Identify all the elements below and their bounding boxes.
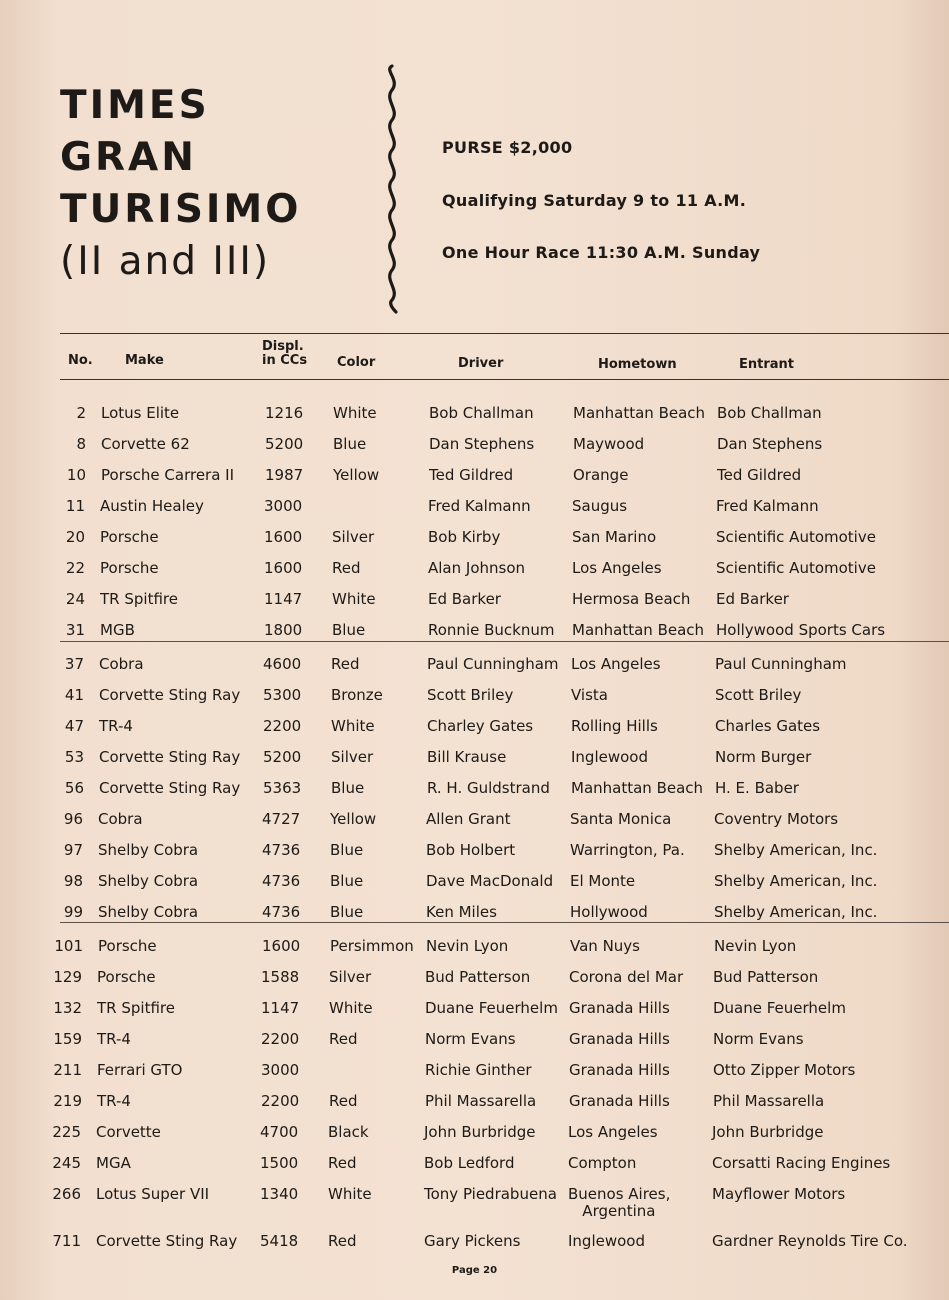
- make-cell: Lotus Super VII: [96, 1185, 210, 1203]
- title-line: GRAN: [60, 135, 197, 180]
- entry-number: 225: [52, 1123, 81, 1141]
- entry-number: 711: [52, 1232, 81, 1250]
- make-cell: Ferrari GTO: [97, 1061, 183, 1079]
- table-row: [0, 924, 949, 955]
- hometown-cell: Los Angeles: [568, 1123, 658, 1141]
- driver-cell: Nevin Lyon: [426, 937, 509, 955]
- entry-number: 37: [64, 655, 84, 673]
- table-row: [0, 1141, 949, 1172]
- make-cell: Corvette Sting Ray: [99, 748, 241, 766]
- make-cell: Corvette Sting Ray: [99, 686, 241, 704]
- driver-cell: Bud Patterson: [425, 968, 531, 986]
- header-displ-line: Displ.: [262, 339, 304, 354]
- hometown-cell: Hermosa Beach: [572, 590, 691, 608]
- make-cell: Porsche: [97, 968, 156, 986]
- header-make: Make: [125, 353, 164, 368]
- qualifying-text: Qualifying Saturday 9 to 11 A.M.: [442, 190, 747, 210]
- color-cell: Blue: [333, 435, 367, 453]
- page-number: Page 20: [451, 1265, 498, 1276]
- entry-number: 22: [65, 559, 85, 577]
- table-row: [0, 1110, 949, 1141]
- table-row: [0, 1079, 949, 1110]
- displacement-cell: 5200: [265, 435, 304, 453]
- entry-number: 129: [53, 968, 82, 986]
- group-divider: [60, 641, 949, 642]
- entry-number: 24: [65, 590, 85, 608]
- race-time-text: One Hour Race 11:30 A.M. Sunday: [442, 243, 761, 262]
- entry-number: 10: [66, 466, 86, 484]
- color-cell: Blue: [332, 621, 366, 639]
- wavy-brace-divider: [378, 64, 418, 314]
- table-row: [0, 828, 949, 859]
- displacement-cell: 5300: [263, 686, 302, 704]
- entrant-cell: Gardner Reynolds Tire Co.: [712, 1232, 908, 1250]
- entry-number: 219: [53, 1092, 82, 1110]
- make-cell: TR-4: [97, 1092, 131, 1110]
- entry-number: 31: [65, 621, 85, 639]
- driver-cell: Bob Kirby: [428, 528, 501, 546]
- entrant-cell: Mayflower Motors: [712, 1185, 846, 1203]
- entrant-cell: Ted Gildred: [717, 466, 802, 484]
- table-row: [0, 546, 949, 577]
- header-entrant: Entrant: [739, 357, 795, 372]
- hometown-cell: Vista: [571, 686, 608, 704]
- header-color: Color: [337, 355, 376, 370]
- hometown-cell: Rolling Hills: [571, 717, 658, 735]
- displacement-cell: 5418: [260, 1232, 299, 1250]
- make-cell: Corvette Sting Ray: [99, 779, 241, 797]
- entrant-cell: Shelby American, Inc.: [714, 872, 878, 890]
- entry-number: 159: [53, 1030, 82, 1048]
- hometown-cell: Granada Hills: [569, 1030, 670, 1048]
- title-line: TIMES: [60, 83, 210, 128]
- displacement-cell: 4600: [263, 655, 302, 673]
- table-row: [0, 422, 949, 453]
- hometown-cell: Orange: [573, 466, 629, 484]
- page-title: [60, 80, 301, 288]
- hometown-cell: Inglewood: [571, 748, 648, 766]
- entrant-cell: Corsatti Racing Engines: [712, 1154, 891, 1172]
- make-cell: Shelby Cobra: [98, 872, 199, 890]
- table-row: [0, 484, 949, 515]
- entrant-cell: Dan Stephens: [717, 435, 823, 453]
- color-cell: White: [333, 404, 377, 422]
- color-cell: Blue: [331, 779, 365, 797]
- header-displ-line: in CCs: [262, 353, 308, 368]
- driver-cell: Phil Massarella: [425, 1092, 537, 1110]
- color-cell: Blue: [330, 841, 364, 859]
- hometown-cell: Buenos Aires, Argentina: [568, 1185, 671, 1220]
- displacement-cell: 4736: [262, 903, 301, 921]
- make-cell: Corvette 62: [101, 435, 190, 453]
- make-cell: Cobra: [99, 655, 144, 673]
- driver-cell: Bob Challman: [429, 404, 534, 422]
- hometown-cell: Los Angeles: [571, 655, 661, 673]
- driver-cell: Allen Grant: [426, 810, 511, 828]
- make-cell: Corvette Sting Ray: [96, 1232, 238, 1250]
- displacement-cell: 1600: [264, 528, 303, 546]
- driver-cell: Duane Feuerhelm: [425, 999, 558, 1017]
- color-cell: Black: [328, 1123, 369, 1141]
- color-cell: Bronze: [331, 686, 383, 704]
- hometown-cell: Granada Hills: [569, 1061, 670, 1079]
- make-cell: TR-4: [99, 717, 133, 735]
- hometown-cell: Granada Hills: [569, 999, 670, 1017]
- color-cell: Silver: [331, 748, 374, 766]
- displacement-cell: 1216: [265, 404, 304, 422]
- entrant-cell: John Burbridge: [712, 1123, 824, 1141]
- hometown-cell: Santa Monica: [570, 810, 672, 828]
- driver-cell: Norm Evans: [425, 1030, 516, 1048]
- entry-number: 266: [52, 1185, 81, 1203]
- header-displ: [262, 340, 307, 368]
- displacement-cell: 5363: [263, 779, 302, 797]
- table-row: [0, 642, 949, 673]
- hometown-cell: Van Nuys: [570, 937, 640, 955]
- color-cell: Red: [329, 1092, 358, 1110]
- driver-cell: Tony Piedrabuena: [424, 1185, 557, 1203]
- table-row: [0, 577, 949, 608]
- displacement-cell: 4727: [262, 810, 301, 828]
- make-cell: MGA: [96, 1154, 131, 1172]
- color-cell: Persimmon: [330, 937, 414, 955]
- entry-number: 101: [54, 937, 83, 955]
- entrant-cell: Nevin Lyon: [714, 937, 797, 955]
- entry-number: 211: [53, 1061, 82, 1079]
- header-no: No.: [68, 353, 93, 368]
- hometown-cell: Granada Hills: [569, 1092, 670, 1110]
- displacement-cell: 3000: [261, 1061, 300, 1079]
- color-cell: Silver: [329, 968, 372, 986]
- group-divider: [60, 922, 949, 923]
- entry-number: 41: [64, 686, 84, 704]
- entry-number: 132: [53, 999, 82, 1017]
- table-row: [0, 704, 949, 735]
- make-cell: Cobra: [98, 810, 143, 828]
- driver-cell: Richie Ginther: [425, 1061, 532, 1079]
- displacement-cell: 1147: [264, 590, 303, 608]
- entry-number: 98: [63, 872, 83, 890]
- hometown-cell: El Monte: [570, 872, 636, 890]
- hometown-cell: Hollywood: [570, 903, 648, 921]
- entry-number: 53: [64, 748, 84, 766]
- entrant-cell: Shelby American, Inc.: [714, 903, 878, 921]
- color-cell: Red: [328, 1154, 357, 1172]
- entry-number: 245: [52, 1154, 81, 1172]
- make-cell: Porsche: [98, 937, 157, 955]
- driver-cell: Bob Holbert: [426, 841, 516, 859]
- make-cell: TR Spitfire: [97, 999, 175, 1017]
- displacement-cell: 1987: [265, 466, 304, 484]
- hometown-cell: Manhattan Beach: [573, 404, 706, 422]
- displacement-cell: 1800: [264, 621, 303, 639]
- title-line: (II and III): [60, 239, 271, 284]
- driver-cell: Ken Miles: [426, 903, 497, 921]
- table-row: [0, 890, 949, 921]
- hometown-cell: Manhattan Beach: [571, 779, 704, 797]
- race-info: [442, 122, 760, 280]
- table-row: [0, 735, 949, 766]
- driver-cell: John Burbridge: [424, 1123, 536, 1141]
- table-row: [0, 673, 949, 704]
- header-bottom-rule: [60, 379, 949, 380]
- entrant-cell: Otto Zipper Motors: [713, 1061, 856, 1079]
- entry-number: 47: [64, 717, 84, 735]
- displacement-cell: 1600: [262, 937, 301, 955]
- entrant-cell: Ed Barker: [716, 590, 789, 608]
- entry-number: 99: [63, 903, 83, 921]
- color-cell: White: [331, 717, 375, 735]
- table-row: [0, 391, 949, 422]
- make-cell: Porsche Carrera II: [101, 466, 235, 484]
- make-cell: Shelby Cobra: [98, 903, 199, 921]
- entry-number: 20: [65, 528, 85, 546]
- entrant-cell: Scientific Automotive: [716, 528, 876, 546]
- make-cell: Lotus Elite: [101, 404, 180, 422]
- displacement-cell: 4700: [260, 1123, 299, 1141]
- entrant-cell: Fred Kalmann: [716, 497, 819, 515]
- color-cell: Red: [332, 559, 361, 577]
- color-cell: Yellow: [330, 810, 377, 828]
- hometown-cell: Compton: [568, 1154, 637, 1172]
- header-hometown: Hometown: [598, 357, 677, 372]
- driver-cell: Gary Pickens: [424, 1232, 521, 1250]
- color-cell: Blue: [330, 872, 364, 890]
- entrant-cell: Norm Evans: [713, 1030, 804, 1048]
- color-cell: Red: [328, 1232, 357, 1250]
- hometown-cell: Maywood: [573, 435, 645, 453]
- displacement-cell: 1600: [264, 559, 303, 577]
- driver-cell: Scott Briley: [427, 686, 514, 704]
- displacement-cell: 1147: [261, 999, 300, 1017]
- entrant-cell: Scott Briley: [715, 686, 802, 704]
- hometown-cell: Los Angeles: [572, 559, 662, 577]
- driver-cell: Paul Cunningham: [427, 655, 559, 673]
- table-row: [0, 766, 949, 797]
- table-row: [0, 955, 949, 986]
- color-cell: Red: [331, 655, 360, 673]
- driver-cell: Fred Kalmann: [428, 497, 531, 515]
- hometown-cell: Warrington, Pa.: [570, 841, 685, 859]
- driver-cell: R. H. Guldstrand: [427, 779, 550, 797]
- make-cell: TR-4: [97, 1030, 131, 1048]
- entry-number: 11: [65, 497, 85, 515]
- displacement-cell: 1340: [260, 1185, 299, 1203]
- color-cell: Blue: [330, 903, 364, 921]
- entrant-cell: Bob Challman: [717, 404, 822, 422]
- color-cell: Silver: [332, 528, 375, 546]
- hometown-cell: Corona del Mar: [569, 968, 684, 986]
- driver-cell: Charley Gates: [427, 717, 534, 735]
- entrant-cell: Hollywood Sports Cars: [716, 621, 886, 639]
- table-row: [0, 1172, 949, 1220]
- entrant-cell: Paul Cunningham: [715, 655, 847, 673]
- entrant-cell: Charles Gates: [715, 717, 821, 735]
- driver-cell: Ed Barker: [428, 590, 501, 608]
- make-cell: Austin Healey: [100, 497, 204, 515]
- table-row: [0, 515, 949, 546]
- table-row: [0, 797, 949, 828]
- table-row: [0, 453, 949, 484]
- displacement-cell: 4736: [262, 841, 301, 859]
- entrant-cell: Shelby American, Inc.: [714, 841, 878, 859]
- entry-number: 56: [64, 779, 84, 797]
- header-top-rule: [60, 333, 949, 334]
- make-cell: Corvette: [96, 1123, 161, 1141]
- entrant-cell: Scientific Automotive: [716, 559, 876, 577]
- driver-cell: Ronnie Bucknum: [428, 621, 555, 639]
- driver-cell: Bob Ledford: [424, 1154, 515, 1172]
- table-header: [0, 340, 949, 380]
- entry-number: 8: [76, 435, 86, 453]
- displacement-cell: 5200: [263, 748, 302, 766]
- driver-cell: Ted Gildred: [429, 466, 514, 484]
- entrant-cell: Duane Feuerhelm: [713, 999, 846, 1017]
- table-row: [0, 608, 949, 639]
- displacement-cell: 4736: [262, 872, 301, 890]
- driver-cell: Dan Stephens: [429, 435, 535, 453]
- purse-text: PURSE $2,000: [442, 138, 573, 157]
- table-row: [0, 986, 949, 1017]
- driver-cell: Alan Johnson: [428, 559, 526, 577]
- table-row: [0, 1017, 949, 1048]
- entrant-cell: Coventry Motors: [714, 810, 839, 828]
- entrant-cell: Bud Patterson: [713, 968, 819, 986]
- table-row: [0, 1219, 949, 1250]
- make-cell: MGB: [100, 621, 135, 639]
- hometown-cell: San Marino: [572, 528, 657, 546]
- displacement-cell: 2200: [263, 717, 302, 735]
- driver-cell: Dave MacDonald: [426, 872, 554, 890]
- driver-cell: Bill Krause: [427, 748, 507, 766]
- make-cell: Porsche: [100, 559, 159, 577]
- title-line: TURISIMO: [60, 187, 302, 232]
- displacement-cell: 2200: [261, 1092, 300, 1110]
- entrant-cell: Norm Burger: [715, 748, 812, 766]
- displacement-cell: 1500: [260, 1154, 299, 1172]
- hometown-cell: Inglewood: [568, 1232, 645, 1250]
- color-cell: White: [328, 1185, 372, 1203]
- entry-number: 2: [76, 404, 86, 422]
- table-row: [0, 859, 949, 890]
- color-cell: Red: [329, 1030, 358, 1048]
- make-cell: TR Spitfire: [100, 590, 178, 608]
- color-cell: White: [329, 999, 373, 1017]
- header-driver: Driver: [458, 356, 504, 371]
- entry-number: 97: [63, 841, 83, 859]
- color-cell: Yellow: [333, 466, 380, 484]
- color-cell: White: [332, 590, 376, 608]
- entrant-cell: H. E. Baber: [715, 779, 799, 797]
- make-cell: Porsche: [100, 528, 159, 546]
- table-row: [0, 1048, 949, 1079]
- displacement-cell: 3000: [264, 497, 303, 515]
- entry-number: 96: [63, 810, 83, 828]
- entrant-cell: Phil Massarella: [713, 1092, 825, 1110]
- hometown-cell: Saugus: [572, 497, 628, 515]
- displacement-cell: 1588: [261, 968, 300, 986]
- hometown-cell: Manhattan Beach: [572, 621, 705, 639]
- displacement-cell: 2200: [261, 1030, 300, 1048]
- make-cell: Shelby Cobra: [98, 841, 199, 859]
